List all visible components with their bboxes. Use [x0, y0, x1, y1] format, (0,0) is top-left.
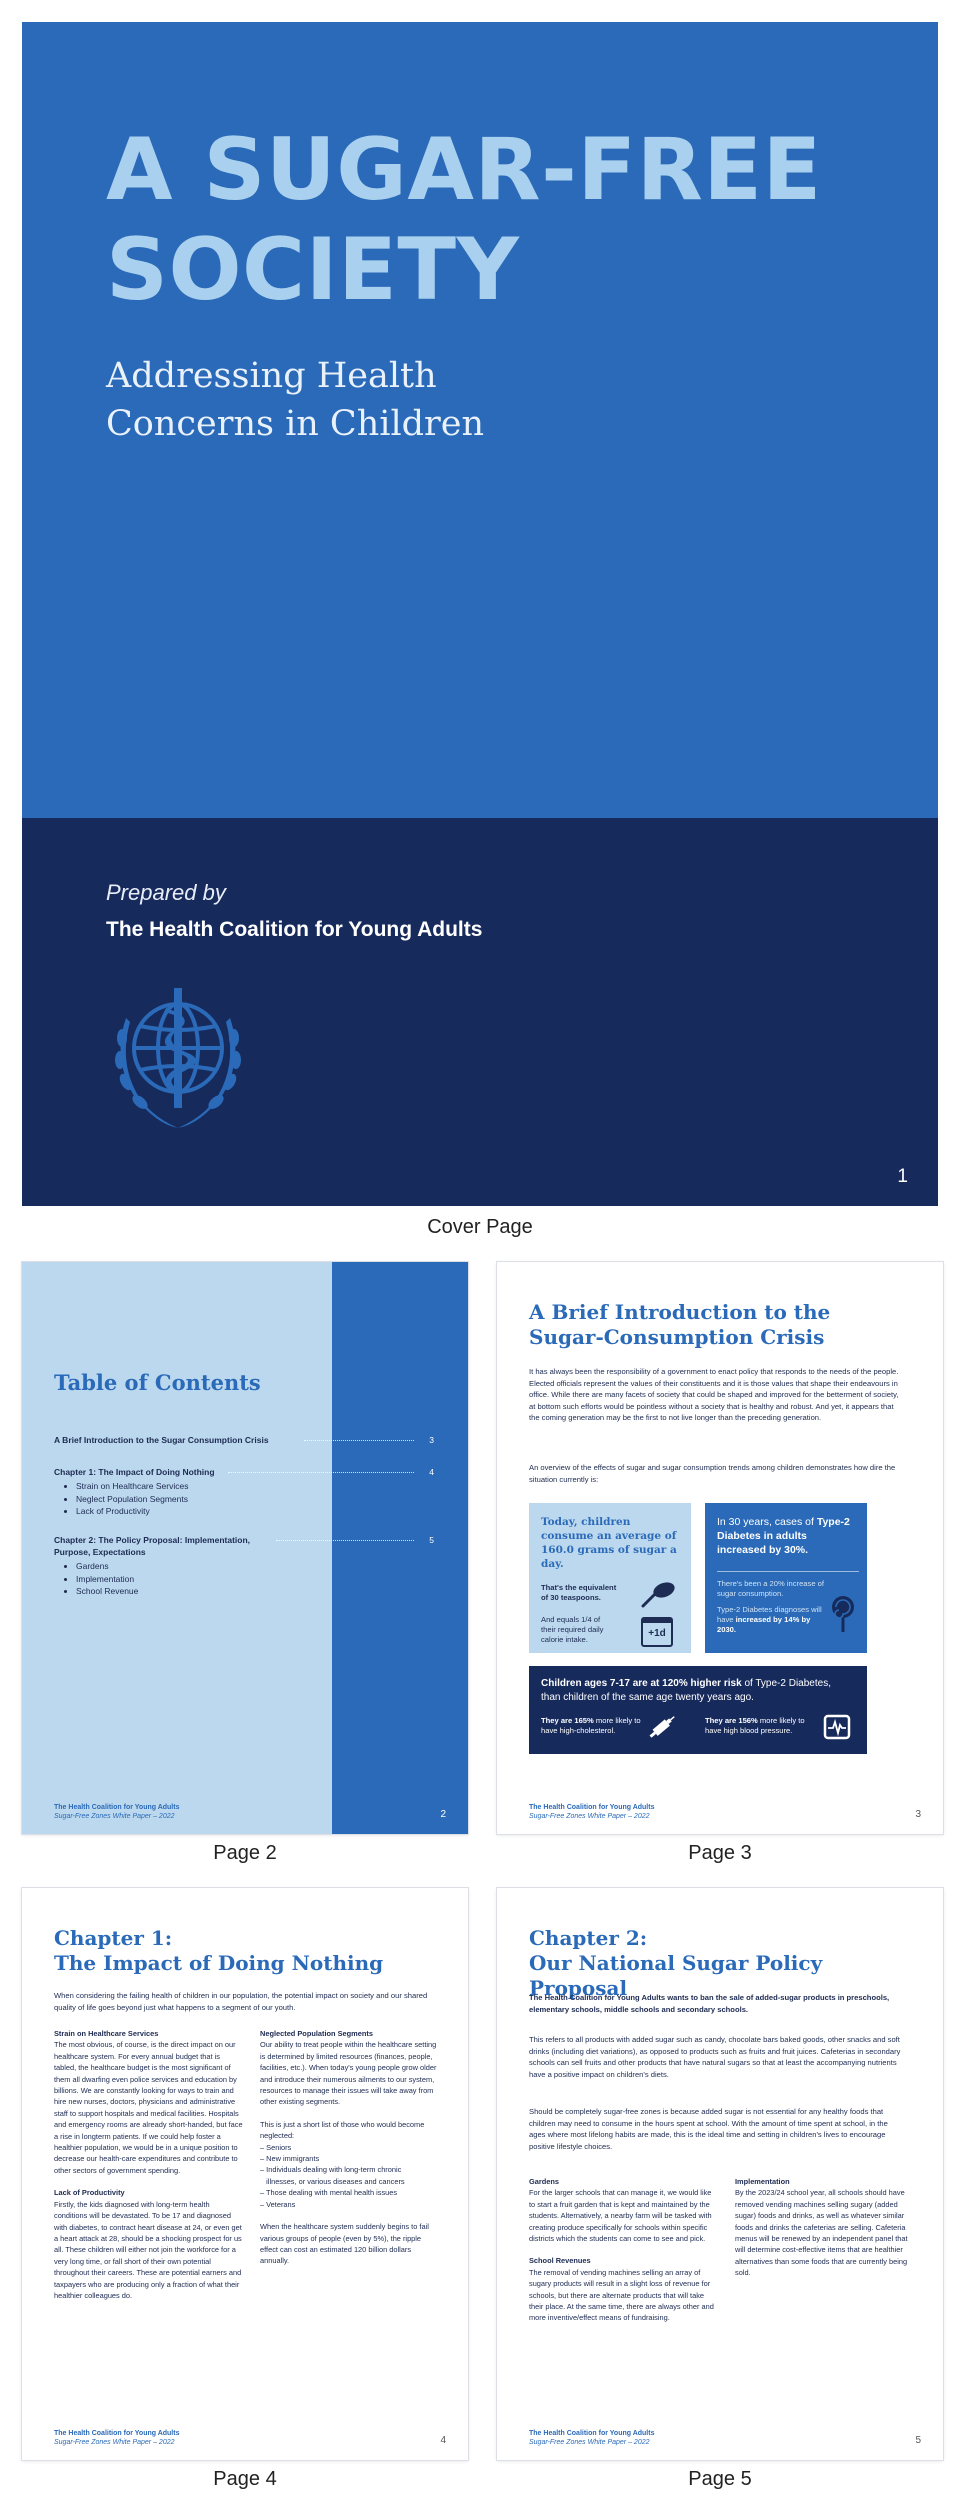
stat-box-sugar-intake [529, 1503, 691, 1653]
prepared-by-label: Prepared by [106, 880, 226, 905]
page-2 [22, 1262, 468, 1834]
toc-entry-label: A Brief Introduction to the Sugar Consumption Crisis [54, 1435, 269, 1445]
stat-text-bold: They are 156% [705, 1716, 758, 1725]
stat-teaspoons [541, 1583, 616, 1603]
stat-calories [541, 1615, 603, 1645]
page-title [529, 1300, 919, 1350]
organization-name: The Health Coalition for Young Adults [106, 918, 483, 941]
stat-text: And equals 1/4 of [541, 1615, 601, 1624]
right-column [260, 2028, 440, 2278]
closing-text: When the healthcare system suddenly begins to fail various groups of people (even by 5%), the ripple effect can cost an estimated 120 billion dollars annually. [260, 2222, 429, 2266]
page-title-line1: Chapter 2: [529, 1926, 648, 1950]
toc-dots [276, 1540, 414, 1541]
section-heading: Lack of Productivity [54, 2188, 125, 2198]
intro-paragraph: When considering the failing health of children in our population, the potential impact on society and our shared quality of life goes beyond just what happens to a segment of our youth. [54, 1991, 428, 2012]
cover-title [106, 120, 906, 320]
stat-text: more likely to have high-cholesterol. [541, 1716, 641, 1735]
stat-headline: Today, children consume an average of 160.0 grams of sugar a day. [541, 1516, 677, 1570]
section-text: Firstly, the kids diagnosed with long-term health conditions will be devastated. To be 17 and diagnosed with diabetes, to contract heart disease at 24, or even get a heart attack at 28, should be a shocking prospect for us all. These children will either not join the workforce for a very long time, or fall short of their own potential throughout their careers. These are potential earners and taxpayers who are producing only a fraction of what their healthier colleagues do. [54, 2199, 242, 2300]
toc-entry-page: 3 [429, 1435, 434, 1445]
toc-entry-label: Chapter 2: The Policy Proposal: Implementation, [54, 1535, 251, 1545]
list-item: – Those dealing with mental health issues [260, 2188, 398, 2198]
stat-box-risk [529, 1666, 867, 1754]
toc-entry[interactable] [54, 1466, 434, 1478]
toc-entry-page: 5 [429, 1535, 434, 1545]
lead-paragraph: The Health Coalition for Young Adults wants to ban the sale of added-sugar products in preschools, elementary schools, middle schools and secondary schools. [529, 1993, 890, 2014]
syringe-icon [647, 1714, 677, 1740]
stat-blood-pressure [705, 1716, 813, 1736]
spoon-icon [641, 1581, 677, 1609]
toc-dots [304, 1440, 414, 1441]
body-paragraph: Should be completely sugar-free zones is because added sugar is not essential for any healthy foods that children may need to consume in the hours spent at school. With the amount of time spent at school, in the ages where most lifelong habits are made, this is the ideal time and setting in children's lives to encourage positive lifestyle choices. [529, 2107, 888, 2151]
stat-text: calorie intake. [541, 1635, 588, 1644]
right-column [735, 2176, 915, 2290]
page-title-line1: A Brief Introduction to the [529, 1300, 831, 1324]
body-paragraph: This refers to all products with added sugar such as candy, chocolate bars baked goods, other snacks and soft drinks (including diet variations), as opposed to products such as fruits and fruit juices. Cafeterias in secondary schools can sell fruits and other products that have natural sugars so that at least the accompanying nutrients have a positive impact on children's diets. [529, 2035, 901, 2079]
list-intro: This is just a short list of those who would become neglected: [260, 2119, 425, 2141]
stat-headline-b: of Type-2 Diabetes, than children of the same age twenty years ago. [541, 1678, 831, 1703]
toc-subitem[interactable]: • Implementation [76, 1573, 138, 1586]
list-item: – Veterans [260, 2199, 296, 2209]
section-text: The most obvious, of course, is the direct impact on our healthcare system. For every annual budget that is tabled, the healthcare budget is the most significant of them all dwarfing even police services and education by billions. We are constantly looking for ways to train and hire new nurses, doctors, physicians and administrative staff to support hospitals and medical facilities. Hospitals and emergency rooms are already short-handed, but face a rise in longterm patients. If we could help foster a healthier population, we would be in a unique position to decrease our health-care expenditures and contribute to other sectors of government spending. [54, 2040, 243, 2175]
cover-title-line1: A SUGAR-FREE [106, 120, 822, 220]
who-style-emblem-icon [106, 978, 250, 1138]
section-text: By the 2023/24 school year, all schools should have removed vending machines selling sugary (added sugar) foods and drinks, as well as whatever similar foods and drinks the cafeterias are selling. Cafeteria menus will be renewed by an independent panel that will determine cost-effective items that are healthier alternatives than some foods that are currently being sold. [735, 2188, 908, 2278]
stat-text: more likely to have high blood pressure. [705, 1716, 805, 1735]
section-text: Our ability to treat people within the healthcare setting is determined by limited resources (finances, people, facilities, etc.). When today's young people grow older and introduce their numerous ailments to our system, resources to manage their issues will take away from other existing segments. [260, 2040, 437, 2107]
stat-box-diabetes [705, 1503, 867, 1653]
cover-caption: Cover Page [427, 1216, 533, 1238]
toc-dots [228, 1472, 414, 1473]
calendar-plus-one-icon: +1d [641, 1617, 673, 1647]
page-title [54, 1926, 444, 1976]
divider [717, 1571, 859, 1572]
section-heading: Neglected Population Segments [260, 2029, 373, 2038]
stat-text: of 30 teaspoons. [541, 1593, 601, 1602]
stat-text-bold: They are 165% [541, 1716, 594, 1725]
toc-subitem[interactable]: • Strain on Healthcare Services [76, 1480, 188, 1493]
page-3 [497, 1262, 943, 1834]
section-heading: Gardens [529, 2177, 559, 2186]
section-heading: Implementation [735, 2177, 790, 2186]
page-number: 4 [440, 2435, 446, 2446]
toc-sublist [76, 1480, 188, 1518]
cover-page [22, 22, 938, 1206]
heart-monitor-icon [823, 1714, 851, 1740]
section-text: For the larger schools that can manage it, we would like to start a fruit garden that is kept and maintained by the students. Alternatively, a nearby farm will be tasked with creating produce specifically for schools within specific districts which the students can come to see and pick. [529, 2188, 712, 2244]
page-5 [497, 1888, 943, 2460]
page-title-line2: Our National Sugar Policy Proposal [529, 1951, 823, 2000]
footer-org: The Health Coalition for Young Adults [54, 2430, 180, 2437]
toc-entry[interactable] [54, 1434, 434, 1446]
footer-doc: Sugar-Free Zones White Paper – 2022 [54, 1813, 175, 1820]
section-heading: Strain on Healthcare Services [54, 2029, 159, 2038]
toc-sublist [76, 1560, 138, 1598]
cover-subtitle-line1: Addressing Health [106, 356, 437, 396]
stat-headline-a: Children ages 7-17 are at 120% higher risk [541, 1678, 742, 1689]
page-title-line2: Sugar-Consumption Crisis [529, 1325, 825, 1349]
footer-doc: Sugar-Free Zones White Paper – 2022 [54, 2439, 175, 2446]
list-item: – Seniors [260, 2142, 292, 2152]
cover-subtitle [106, 352, 606, 448]
footer-doc: Sugar-Free Zones White Paper – 2022 [529, 1813, 650, 1820]
cover-title-line2: SOCIETY [106, 220, 520, 320]
stat-text: Type-2 Diabetes diagnoses will have [717, 1605, 822, 1624]
toc-title: Table of Contents [54, 1370, 261, 1395]
page-number: 1 [897, 1166, 908, 1187]
stat-text: That's the equivalent [541, 1583, 617, 1592]
stat-headline [541, 1677, 851, 1704]
toc-subitem[interactable]: • Gardens [76, 1560, 138, 1573]
page-3-caption: Page 3 [688, 1842, 752, 1864]
toc-subitem[interactable]: • School Revenue [76, 1585, 138, 1598]
stat-headline [717, 1515, 857, 1557]
page-number: 2 [440, 1809, 446, 1820]
intro-paragraph: It has always been the responsibility of a government to enact policy that responds to the needs of the people. Elected officials represent the values of their constituents and it is those values that shape their endeavours in office. While there are many facets of society that could be shaped and improved for the betterment of society, at bottom such efforts would be pointless without a society that is healthy and robust. And yet, it appears that the coming generation may be the first to not live longer than the preceding generation. [529, 1367, 899, 1423]
toc-entry-label: Chapter 1: The Impact of Doing Nothing [54, 1467, 215, 1477]
list-item: illnesses, or various diseases and cancers [260, 2176, 405, 2186]
cover-subtitle-line2: Concerns in Children [106, 404, 485, 444]
page-title [529, 1926, 919, 2001]
footer-doc: Sugar-Free Zones White Paper – 2022 [529, 2439, 650, 2446]
page-2-caption: Page 2 [213, 1842, 277, 1864]
cover-bottom-panel [22, 818, 938, 1206]
page-title-line2: The Impact of Doing Nothing [54, 1951, 384, 1975]
page-4-caption: Page 4 [213, 2468, 277, 2490]
page-5-caption: Page 5 [688, 2468, 752, 2490]
overview-paragraph: An overview of the effects of sugar and sugar consumption trends among children demonstrates how dire the situation currently is: [529, 1463, 896, 1484]
stat-headline-b: Type-2 Diabetes in adults increased by 30%. [717, 1516, 850, 1556]
stat-cholesterol [541, 1716, 641, 1736]
stat-sugar-increase: There's been a 20% increase of sugar consumption. [717, 1579, 824, 1598]
toc-entry-label-cont: Purpose, Expectations [54, 1547, 146, 1557]
footer-org: The Health Coalition for Young Adults [54, 1804, 180, 1811]
section-text: The removal of vending machines selling an array of sugary products will result in a slight loss of revenue for schools, but there are alternate products that will take their place. At the same time, there are always other and more inventive/effect means of fundraising. [529, 2267, 714, 2323]
stat-text-bold: increased by 14% by 2030. [717, 1615, 811, 1634]
toc-subitem[interactable]: • Neglect Population Segments [76, 1493, 188, 1506]
footer-org: The Health Coalition for Young Adults [529, 2430, 655, 2437]
toc-entry-page: 4 [429, 1467, 434, 1477]
page-number: 5 [915, 2435, 921, 2446]
list-item: – Individuals dealing with long-term chronic [260, 2165, 402, 2175]
section-heading: School Revenues [529, 2256, 591, 2266]
page-title-line1: Chapter 1: [54, 1926, 173, 1950]
left-column [529, 2176, 719, 2335]
stat-text: their required daily [541, 1625, 604, 1634]
stat-diagnoses [717, 1605, 827, 1635]
cover-top-panel [22, 22, 938, 818]
page-4 [22, 1888, 468, 2460]
page-number: 3 [915, 1809, 921, 1820]
list-item: – New immigrants [260, 2154, 320, 2164]
toc-subitem[interactable]: • Lack of Productivity [76, 1505, 188, 1518]
stat-headline-a: In 30 years, cases of [717, 1516, 814, 1528]
left-column [54, 2028, 244, 2312]
toc-entry[interactable] [54, 1534, 434, 1558]
footer-org: The Health Coalition for Young Adults [529, 1804, 655, 1811]
lollipop-icon [827, 1593, 859, 1633]
